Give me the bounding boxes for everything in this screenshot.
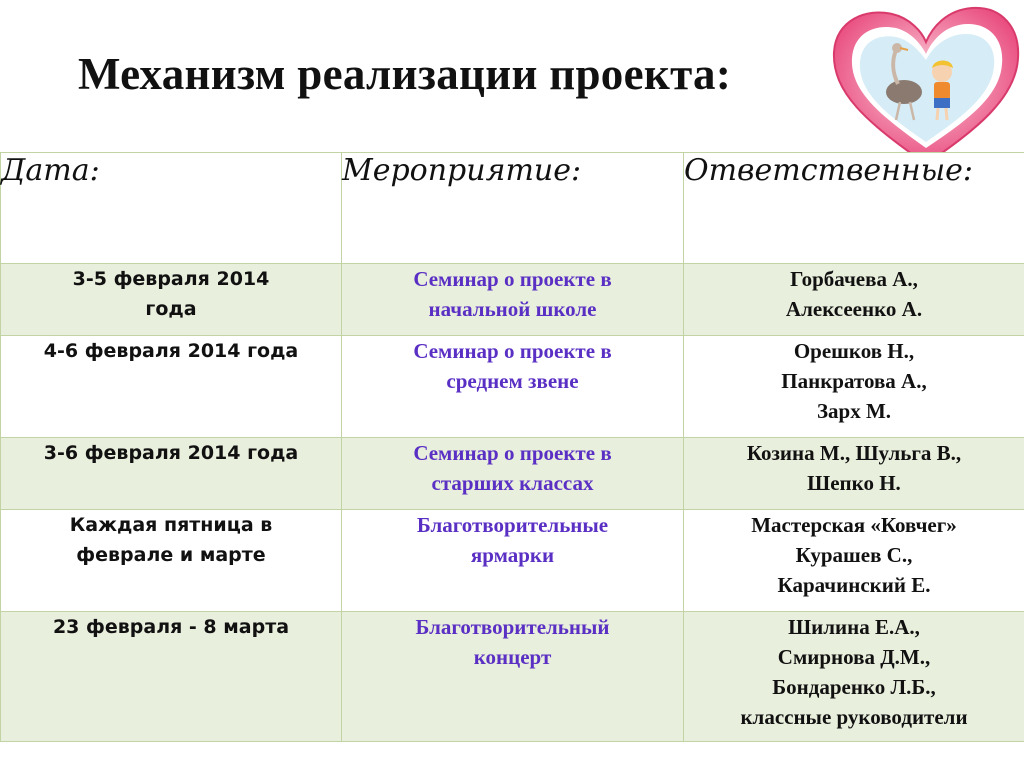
row-event: Семинар о проекте в начальной школе xyxy=(342,264,684,336)
row-date: 4-6 февраля 2014 года xyxy=(1,336,342,438)
schedule-table xyxy=(0,152,1024,742)
header-responsible: Ответственные: xyxy=(684,153,1024,264)
heart-illustration xyxy=(826,2,1024,170)
row-event: Семинар о проекте в среднем звене xyxy=(342,336,684,438)
row-event: Семинар о проекте в старших классах xyxy=(342,438,684,510)
table-row xyxy=(1,510,1024,612)
row-event: Благотворительный концерт xyxy=(342,612,684,742)
row-date: Каждая пятница в феврале и марте xyxy=(1,510,342,612)
row-responsible: Мастерская «Ковчег» Курашев С., Карачинский Е. xyxy=(684,510,1024,612)
row-responsible: Шилина Е.А., Смирнова Д.М., Бондаренко Л.Б., классные руководители xyxy=(684,612,1024,742)
row-responsible: Козина М., Шульга В., Шепко Н. xyxy=(684,438,1024,510)
table-row xyxy=(1,336,1024,438)
header-event: Мероприятие: xyxy=(342,153,684,264)
row-responsible: Орешков Н., Панкратова А., Зарх М. xyxy=(684,336,1024,438)
table-row xyxy=(1,438,1024,510)
row-date: 3-5 февраля 2014 года xyxy=(1,264,342,336)
row-event: Благотворительные ярмарки xyxy=(342,510,684,612)
header-date: Дата: xyxy=(1,153,342,264)
page-title: Механизм реализации проекта: xyxy=(78,49,732,99)
table-row xyxy=(1,264,1024,336)
heart-frame-icon xyxy=(826,2,1024,170)
table-row xyxy=(1,612,1024,742)
row-date: 23 февраля - 8 марта xyxy=(1,612,342,742)
row-date: 3-6 февраля 2014 года xyxy=(1,438,342,510)
row-responsible: Горбачева А., Алексеенко А. xyxy=(684,264,1024,336)
table-header-row xyxy=(1,153,1024,264)
